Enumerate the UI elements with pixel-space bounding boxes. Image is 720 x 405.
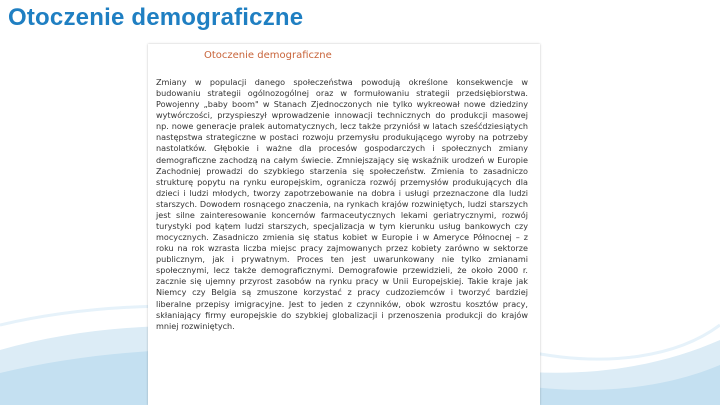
slide-title: Otoczenie demograficzne <box>8 4 304 31</box>
document-image <box>148 44 540 405</box>
document-body-text: Zmiany w populacji danego społeczeństwa powodują określone konsekwencje w budowaniu strategii ogólnozogólnej oraz w formułowaniu strategii przedsiębiorstwa. Powojenny „baby boom" w Stanach Zjednoczonych nie tylko wykreował nowe dziedziny wytwórczości, przyspieszył wprowadzenie innowacji technicznych do produkcji masowej np. nowe generacje pralek automatycznych, lecz także przyniósł w latach sześćdziesiątych następstwa strategiczne w postaci rozwoju przemysłu produkującego wyroby na potrzeby nastolatków. Głębokie i ważne dla procesów gospodarczych i społecznych zmiany demograficzne zachodzą na całym świecie. Zmniejszający się wskaźnik urodzeń w Europie Zachodniej prowadzi do szybkiego starzenia się społeczeństw. Zmienia to zasadniczo strukturę popytu na rynku europejskim, ogranicza rozwój przemysłów produkujących dla dzieci i ludzi młodych, tworzy zapotrzebowanie na dobra i usługi przeznaczone dla ludzi starszych. Dowodem rosnącego znaczenia, na rynkach krajów rozwiniętych, ludzi starszych jest silne zainteresowanie koncernów farmaceutycznych lekami geriatrycznymi, rozwój turystyki pod kątem ludzi starszych, specjalizacja w tym kierunku usług bankowych czy mocycznych. Zasadniczo zmienia się status kobiet w Europie i w Ameryce Północnej – z roku na rok wzrasta liczba miejsc pracy zajmowanych przez kobiety zarówno w sektorze publicznym, jak i prywatnym. Proces ten jest uwarunkowany nie tylko zmianami społecznymi, lecz także demograficznymi. Demografowie przewidzieli, że około 2000 r. zacznie się ujemny przyrost zasobów na rynku pracy w Unii Europejskiej. Takie kraje jak Niemcy czy Belgia są zmuszone korzystać z pracy cudzoziemców i tworzyć bardziej liberalne przepisy imigracyjne. Jest to jeden z czynników, obok wzrostu kosztów pracy, skłaniający firmy europejskie do szybkiej globalizacji i przenoszenia produkcji do krajów mniej rozwiniętych. <box>156 77 528 331</box>
document-heading: Otoczenie demograficzne <box>204 50 332 61</box>
